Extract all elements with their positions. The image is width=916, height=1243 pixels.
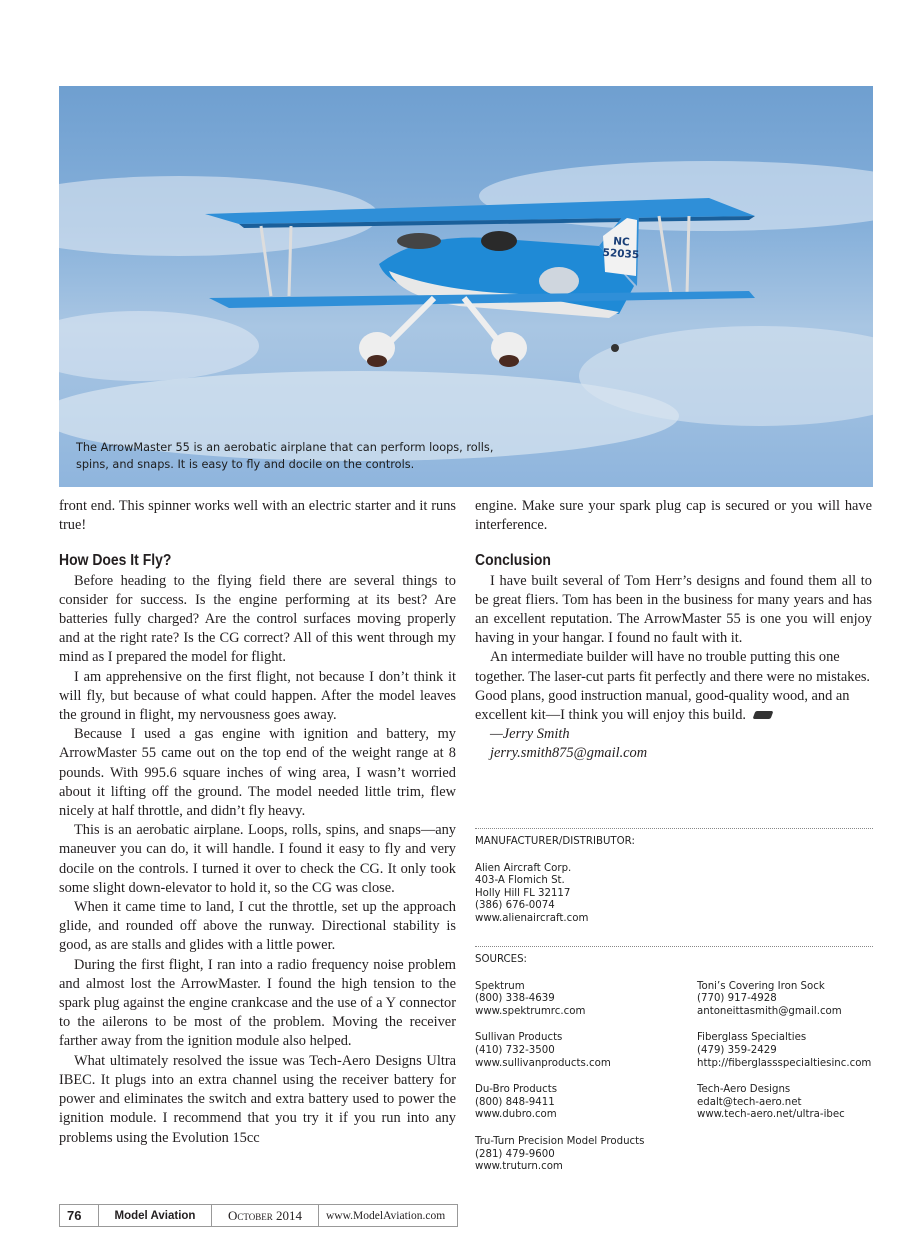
- source-phone: (800) 338-4639: [475, 993, 555, 1005]
- source-website[interactable]: http://fiberglassspecialtiesinc.com: [697, 1057, 872, 1069]
- manufacturer-label: MANUFACTURER/DISTRIBUTOR:: [475, 836, 635, 847]
- source-entry: [697, 1032, 873, 1070]
- source-website[interactable]: www.dubro.com: [475, 1109, 557, 1121]
- source-website[interactable]: www.truturn.com: [475, 1161, 563, 1173]
- paragraph: Before heading to the flying field there are several things to consider for success. Is the engine performing at its best? Are batteries fully charged? Are the control surfaces moving properly and at the right rate? Is the CG correct? All of this went through my mind as I prepared the model for flight.: [59, 572, 456, 666]
- paragraph: When it came time to land, I cut the throttle, set up the approach glide, and rounded off above the runway. Directional stability is good, as are stalls and glides with a little power.: [59, 899, 456, 954]
- source-email[interactable]: edalt@tech-aero.net: [697, 1096, 802, 1108]
- paragraph: This is an aerobatic airplane. Loops, rolls, spins, and snaps—any maneuver you can do, it will handle. I found it easy to fly and very docile on the controls. I turned it over to check the CG. It only took some slight down-elevator to hold it, so the CG was close.: [59, 822, 456, 896]
- author-name: —Jerry Smith: [490, 726, 570, 743]
- section-heading-conclusion: Conclusion: [475, 552, 551, 570]
- tail-registration-marking: NC 52035: [602, 235, 640, 262]
- sources-label: SOURCES:: [475, 954, 527, 965]
- source-name: Spektrum: [475, 980, 525, 992]
- source-entry: [697, 981, 873, 1019]
- source-email[interactable]: antoneittasmith@gmail.com: [697, 1005, 842, 1017]
- continued-paragraph: engine. Make sure your spark plug cap is secured or you will have interference.: [475, 498, 872, 534]
- source-entry: [475, 1032, 697, 1070]
- end-mark-icon: [752, 711, 773, 719]
- source-phone: (479) 359-2429: [697, 1044, 777, 1056]
- source-phone: (281) 479-9600: [475, 1148, 555, 1160]
- sources-right-column: [697, 981, 873, 1188]
- paragraph: I am apprehensive on the first flight, not because I don’t think it will fly, but because of what could happen. After the model leaves the ground in flight, my nervousness goes away.: [59, 668, 456, 724]
- right-column: [475, 497, 872, 764]
- paragraph-text: An intermediate builder will have no trouble putting this one together. The laser-cut parts fit perfectly and there were no mistakes. Good plans, good instruction manual, good-quality wood, and an excellent kit—I think you will enjoy this build.: [475, 649, 871, 724]
- issue-date: October 2014: [212, 1205, 319, 1226]
- dotted-divider: [475, 828, 873, 829]
- paragraph: [475, 648, 872, 725]
- section-heading-how-does-it-fly: How Does It Fly?: [59, 552, 172, 570]
- manufacturer-phone: (386) 676-0074: [475, 900, 555, 912]
- source-entry: [475, 1084, 697, 1122]
- paragraph: I have built several of Tom Herr’s designs and found them all to be great fliers. Tom has been in the business for many years and has an excellent reputation. The ArrowMaster 55 is one you will enjoy having in your hangar. I found no fault with it.: [475, 572, 872, 647]
- dotted-divider: [475, 946, 873, 947]
- source-name: Fiberglass Specialties: [697, 1032, 807, 1044]
- website-link[interactable]: www.ModelAviation.com: [326, 1209, 446, 1222]
- manufacturer-box: [475, 828, 873, 926]
- source-name: Toni’s Covering Iron Sock: [697, 980, 825, 992]
- paragraph: Because I used a gas engine with ignition and battery, my ArrowMaster 55 came out on the top end of the weight range at 8 pounds. With 995.6 square inches of wing area, I wasn’t worried about it lifting off the ground. The model needed little trim, flew nicely at half throttle, and didn’t fly heavy.: [59, 726, 456, 820]
- paragraph: During the first flight, I ran into a radio frequency noise problem and almost lost the ArrowMaster. I found the high tension to the spark plug against the engine crankcase and the use of a Y connector to the ailerons to be most of the problem. Moving the receiver farther away from the ignition module also helped.: [59, 956, 456, 1050]
- source-website[interactable]: www.tech-aero.net/ultra-ibec: [697, 1109, 845, 1121]
- source-phone: (770) 917-4928: [697, 993, 777, 1005]
- author-email[interactable]: jerry.smith875@gmail.com: [490, 745, 648, 762]
- source-phone: (800) 848-9411: [475, 1096, 555, 1108]
- continued-paragraph: front end. This spinner works well with an electric starter and it runs true!: [59, 498, 456, 534]
- source-entry: [697, 1084, 873, 1122]
- manufacturer-website[interactable]: www.alienaircraft.com: [475, 912, 589, 924]
- manufacturer-city: Holly Hill FL 32117: [475, 887, 571, 899]
- source-website[interactable]: www.sullivanproducts.com: [475, 1057, 611, 1069]
- manufacturer-street: 403-A Flomich St.: [475, 875, 565, 887]
- sources-box: [475, 946, 873, 1188]
- source-name: Tru-Turn Precision Model Products: [475, 1135, 645, 1147]
- source-entry: [475, 981, 697, 1019]
- sources-left-column: [475, 981, 697, 1188]
- source-name: Sullivan Products: [475, 1032, 563, 1044]
- source-website[interactable]: www.spektrumrc.com: [475, 1005, 586, 1017]
- source-phone: (410) 732-3500: [475, 1044, 555, 1056]
- source-entry: [475, 1136, 697, 1174]
- source-name: Du-Bro Products: [475, 1084, 558, 1096]
- photo-caption: The ArrowMaster 55 is an aerobatic airplane that can perform loops, rolls, spins, and snaps. It is easy to fly and docile on the controls.: [76, 441, 494, 471]
- paragraph: What ultimately resolved the issue was Tech-Aero Designs Ultra IBEC. It plugs into an extra channel using the receiver battery for power and eliminates the switch and extra battery used to power the ignition module. I recommend that you try it if you run into any problems using the Evolution 15cc: [59, 1052, 456, 1146]
- airplane-photo: [59, 86, 873, 487]
- biplane-illustration: [59, 86, 873, 487]
- page-footer: [59, 1204, 458, 1227]
- page-number: 76: [60, 1205, 99, 1226]
- magazine-name: Model Aviation: [99, 1205, 212, 1226]
- manufacturer-name: Alien Aircraft Corp.: [475, 862, 572, 874]
- source-name: Tech-Aero Designs: [697, 1084, 791, 1096]
- left-column: [59, 497, 456, 1148]
